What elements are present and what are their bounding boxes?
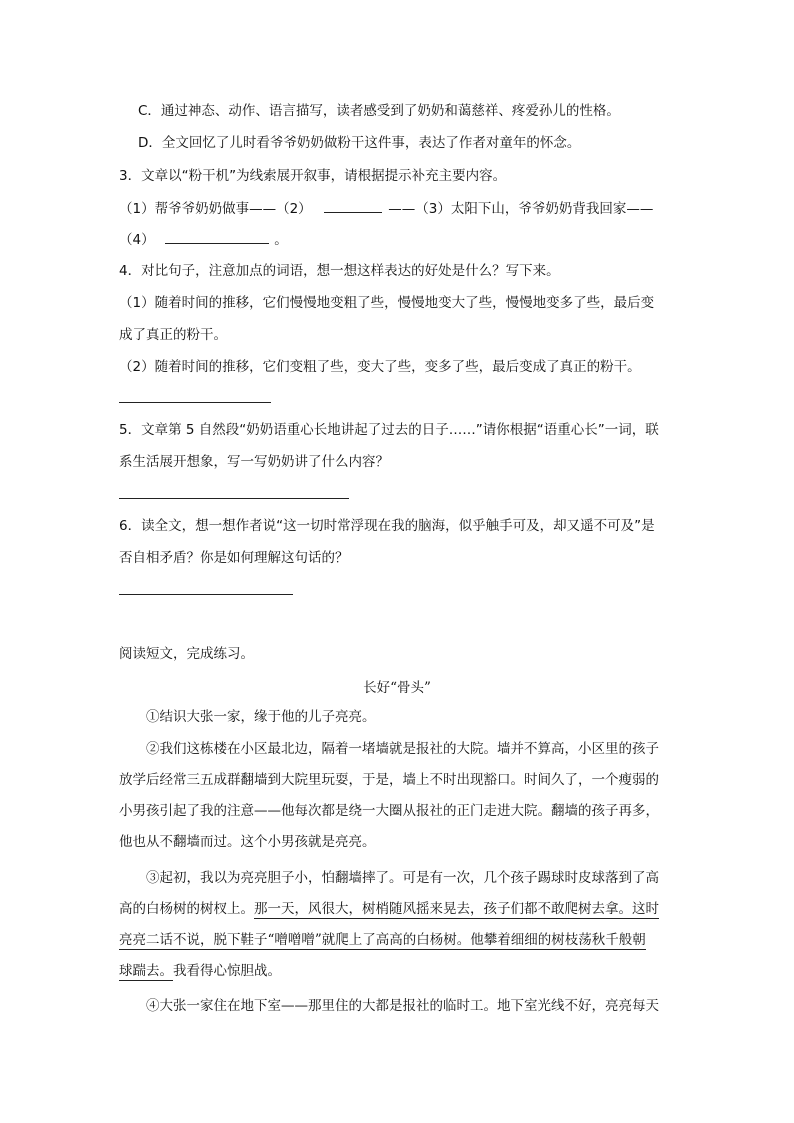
p3-underlined-3: 球踹去。 <box>119 963 173 979</box>
question-3-line-1 <box>119 198 653 219</box>
question-3-line-2 <box>119 229 288 250</box>
question-5-line-2: 系生活展开想象，写一写奶奶讲了什么内容？ <box>119 454 389 470</box>
question-4-stem: 4．对比句子，注意加点的词语，想一想这样表达的好处是什么？写下来。 <box>119 263 560 279</box>
p3-plain-start: 高的白杨树的树杈上。 <box>119 901 254 917</box>
paragraph-1: ①结识大张一家，缘于他的儿子亮亮。 <box>146 709 376 725</box>
paragraph-2-line-3: 小男孩引起了我的注意——他每次都是绕一大圈从报社的正门走进大院。翻墙的孩子再多， <box>119 803 659 819</box>
question-6-answer-line[interactable] <box>119 594 293 595</box>
paragraph-4-line-1: ④大张一家住在地下室——那里住的大都是报社的临时工。地下室光线不好，亮亮每天 <box>146 998 659 1014</box>
question-6-line-1: 6．读全文，想一想作者说“这一切时常浮现在我的脑海，似乎触手可及，却又遥不可及”是 <box>119 518 655 534</box>
question-4-sentence-2: （2）随着时间的推移，它们变粗了些，变大了些，变多了些，最后变成了真正的粉干。 <box>119 359 641 375</box>
q3-part-3: （4） <box>119 232 155 248</box>
question-4-sentence-1b: 成了真正的粉干。 <box>119 327 227 343</box>
p3-underlined-2: 亮亮二话不说，脱下鞋子“噌噌噌”就爬上了高高的白杨树。他攀着细细的树枝荡秋千般朝 <box>119 932 646 948</box>
q3-blank-4[interactable] <box>165 229 269 244</box>
question-5-line-1: 5．文章第 5 自然段“奶奶语重心长地讲起了过去的日子……”请你根据“语重心长”一词，联 <box>119 422 659 438</box>
q3-part-2: ——（3）太阳下山，爷爷奶奶背我回家—— <box>388 201 654 217</box>
question-3-stem: 3．文章以“粉干机”为线索展开叙事，请根据提示补充主要内容。 <box>119 168 507 184</box>
question-4-answer-line[interactable] <box>119 402 271 403</box>
paragraph-2-line-2: 放学后经常三五成群翻墙到大院里玩耍，于是，墙上不时出现豁口。时间久了，一个瘦弱的 <box>119 772 659 788</box>
option-d: D．全文回忆了儿时看爷爷奶奶做粉干这件事，表达了作者对童年的怀念。 <box>138 135 581 151</box>
paragraph-3-line-4 <box>119 961 281 981</box>
question-5-answer-line[interactable] <box>119 498 349 499</box>
q3-end: 。 <box>274 232 288 248</box>
passage-title: 长好“骨头” <box>363 680 431 696</box>
option-c: C．通过神态、动作、语言描写，读者感受到了奶奶和蔼慈祥、疼爱孙儿的性格。 <box>138 103 620 119</box>
question-6-line-2: 否自相矛盾？你是如何理解这句话的？ <box>119 550 349 566</box>
question-4-sentence-1a: （1）随着时间的推移，它们慢慢地变粗了些，慢慢地变大了些，慢慢地变多了些，最后变 <box>119 295 655 311</box>
q3-part-1: （1）帮爷爷奶奶做事——（2） <box>119 201 312 217</box>
p3-underlined-1: 那一天，风很大，树梢随风摇来晃去，孩子们都不敢爬树去拿。这时 <box>254 901 659 917</box>
reading-intro: 阅读短文，完成练习。 <box>119 646 254 662</box>
paragraph-3-line-1: ③起初，我以为亮亮胆子小，怕翻墙摔了。可是有一次，几个孩子踢球时皮球落到了高 <box>146 870 659 886</box>
paragraph-3-line-3 <box>119 930 646 950</box>
paragraph-3-line-2 <box>119 899 659 919</box>
p3-plain-end: 我看得心惊胆战。 <box>173 963 281 979</box>
q3-blank-2[interactable] <box>324 198 382 213</box>
paragraph-2-line-4: 他也从不翻墙而过。这个小男孩就是亮亮。 <box>119 834 376 850</box>
paragraph-2-line-1: ②我们这栋楼在小区最北边，隔着一堵墙就是报社的大院。墙并不算高，小区里的孩子 <box>146 741 659 757</box>
